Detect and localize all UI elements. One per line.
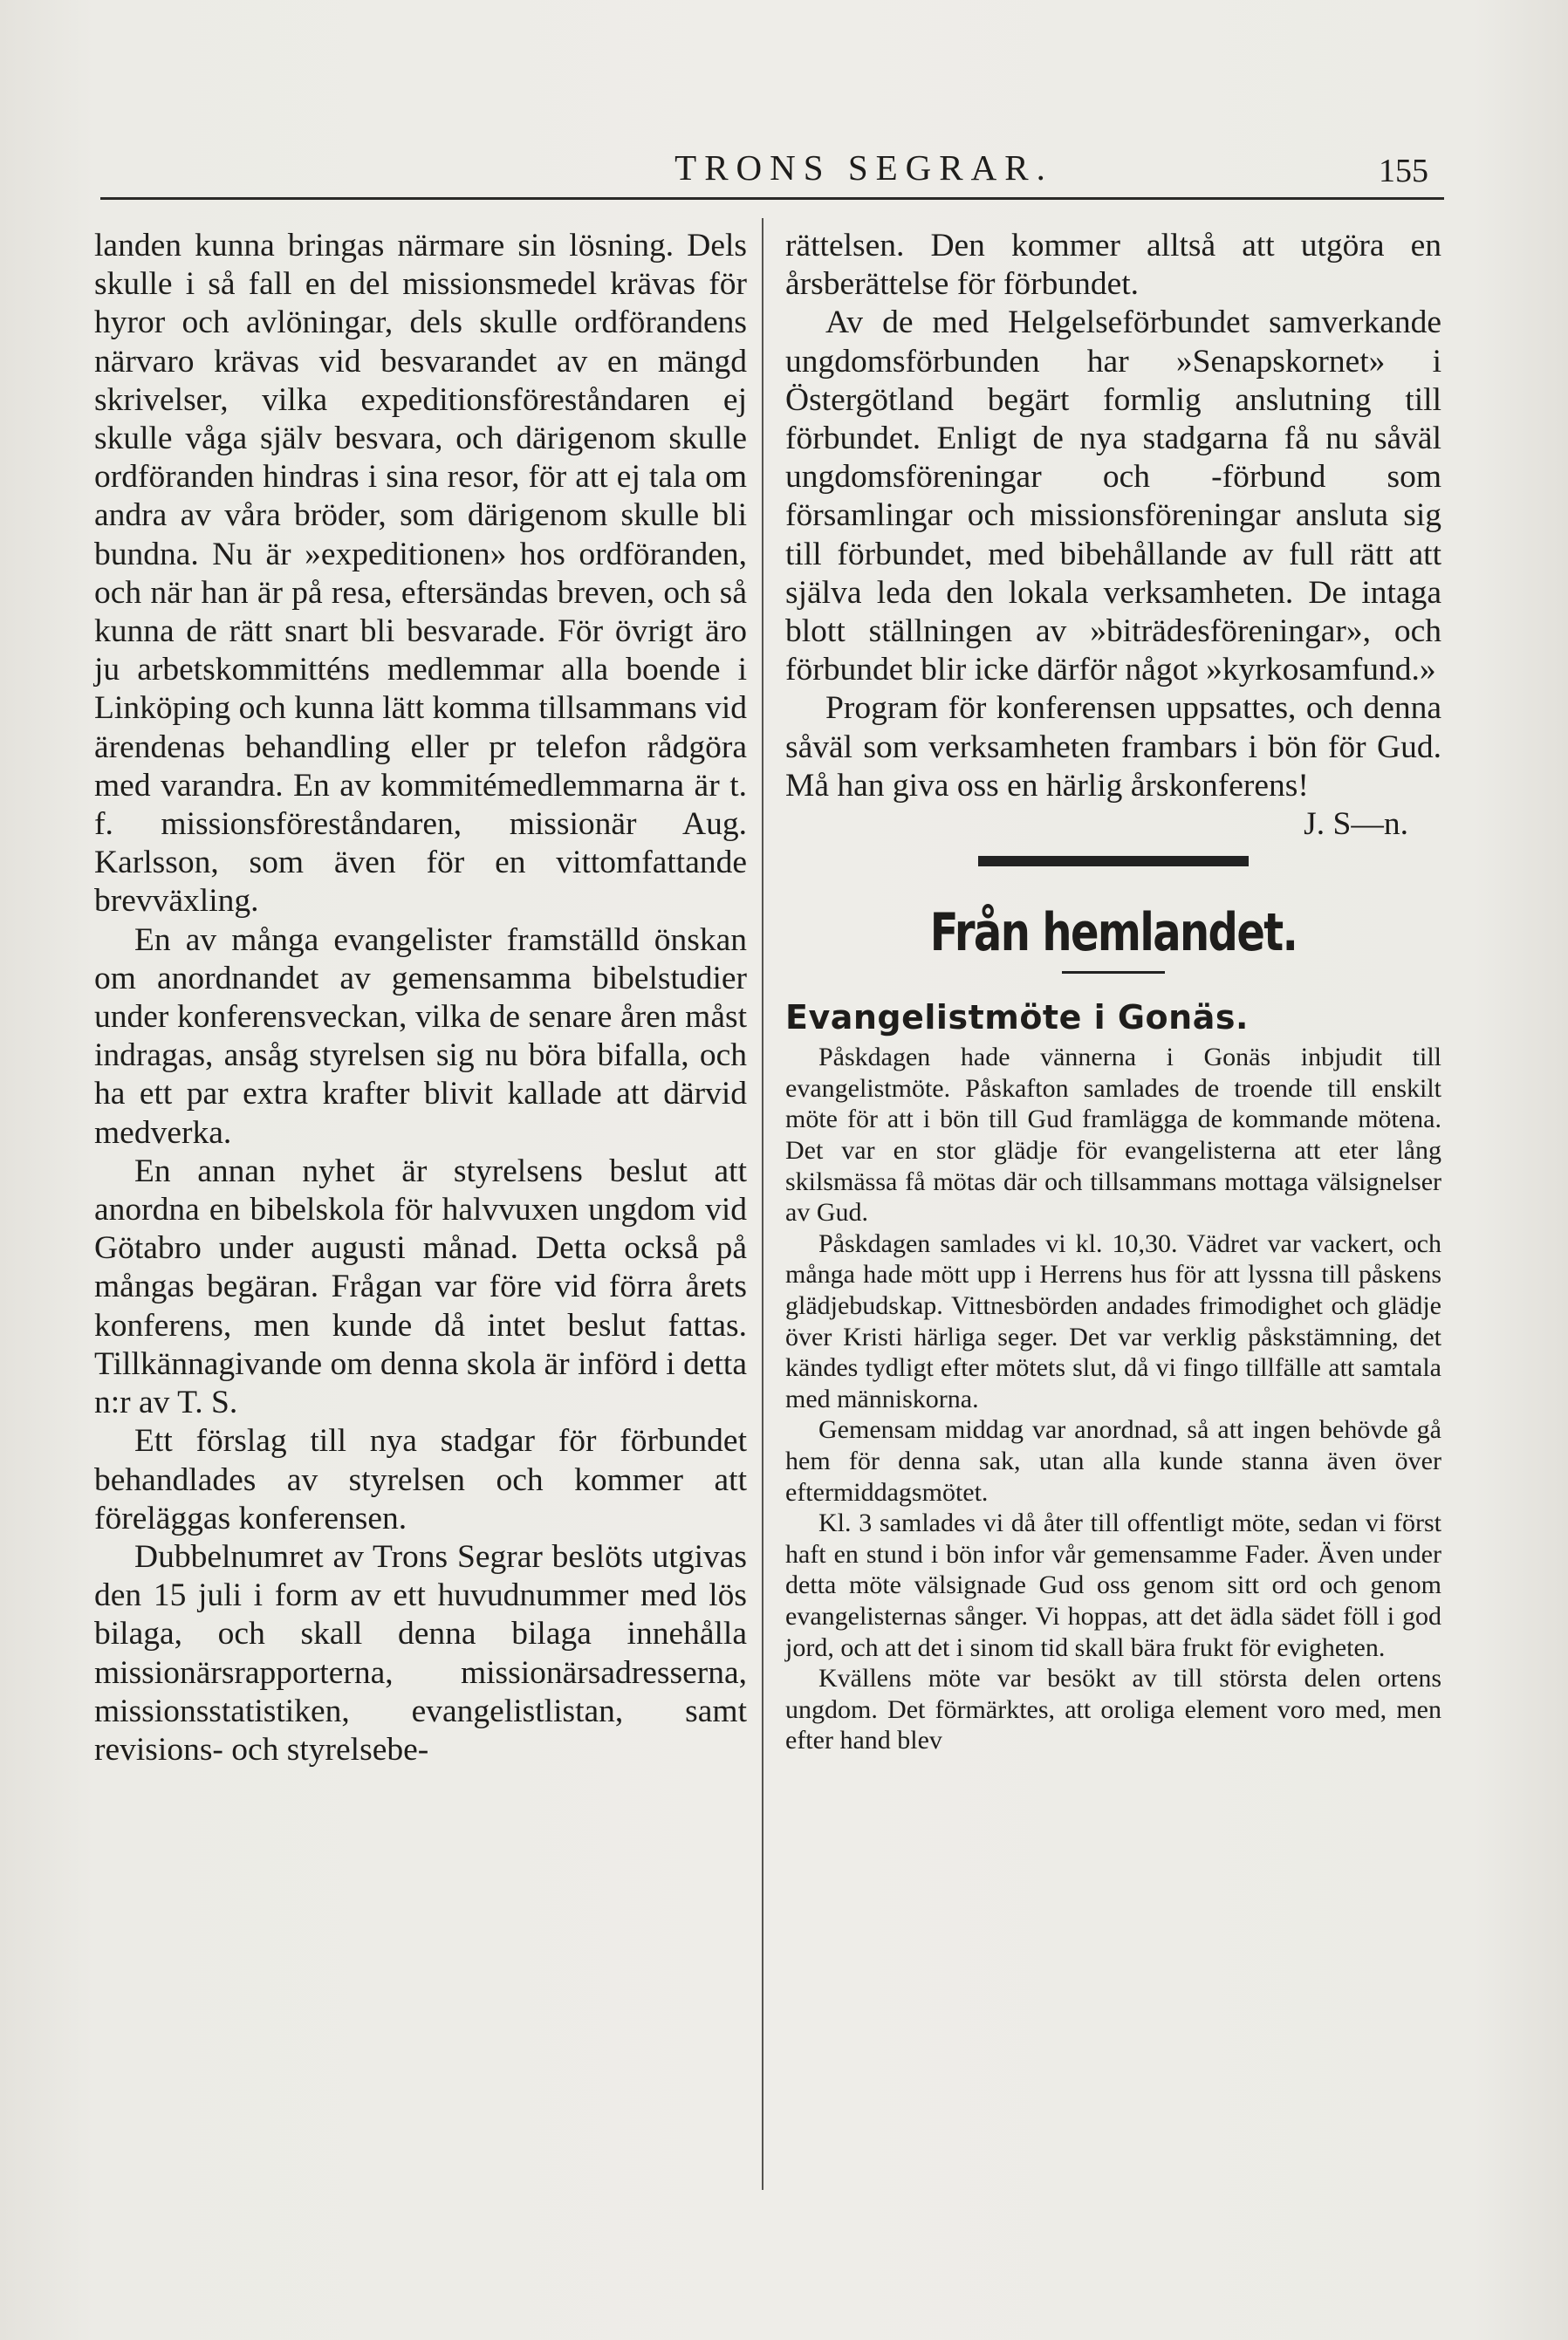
column-divider (762, 218, 763, 2190)
paragraph: Program för konferensen uppsattes, och denna såväl som verksamheten frambars i bön för Gud. Må han giva oss en härlig årskonferens! (785, 690, 1441, 804)
paragraph: Kl. 3 samlades vi då åter till offentligt möte, sedan vi först haft en stund i bön infor vår gemensamme Fader. Även under detta möte välsignade Gud oss genom sitt ord och genom evangelisternas sånger. Vi hoppas, att det ädla sädet föll i god jord, och att det i sinom tid skall bära frukt för evigheten. (785, 1509, 1441, 1662)
paragraph: Ett förslag till nya stadgar för förbundet behandlades av styrelsen och kommer att föreläggas konferensen. (94, 1423, 747, 1536)
right-column (785, 227, 1441, 1756)
paragraph: En av många evangelister framställd önskan om anordnandet av gemensamma bibelstudier under konferensveckan, vilka de senare åren måst indragas, ansåg styrelsen sig nu böra bifalla, och ha ett par extra krafter blivit kallade att därvid medverka. (94, 921, 747, 1151)
section-title: Från hemlandet. (929, 902, 1298, 964)
paragraph: Dubbelnumret av Trons Segrar beslöts utgivas den 15 juli i form av ett huvudnummer med lös bilaga, och skall denna bilaga innehålla missionärsrapporterna, missionärsadresserna, missionsstatistiken, evangelistlistan, samt revisions- och styrelsebe- (94, 1538, 747, 1768)
article-title: Evangelistmöte i Gonäs. (785, 998, 1249, 1037)
paragraph: Av de med Helgelseförbundet samverkande ungdomsförbunden har »Senapskornet» i Östergötland begärt formlig anslutning till förbundet. Enligt de nya stadgarna få nu såväl ungdomsföreningar och -förbund som församlingar och missionsföreningar ansluta sig till förbundet, med bibehållande av full rätt att själva leda den lokala verksamheten. De intaga blott ställningen av »biträdesföreningar», och förbundet blir icke därför något »kyrkosamfund.» (785, 304, 1441, 688)
paragraph: Gemensam middag var anordnad, så att ingen behövde gå hem för denna sak, utan alla kunde stanna även över eftermiddagsmötet. (785, 1415, 1441, 1507)
page-number: 155 (1379, 153, 1428, 189)
paragraph: En annan nyhet är styrelsens beslut att anordna en bibelskola för halvvuxen ungdom vid Götabro under augusti månad. Detta också på mångas begäran. Frågan var före vid förra årets konferens, men kunde då intet beslut fattas. Tillkännagivande om denna skola är införd i detta n:r av T. S. (94, 1153, 747, 1421)
section-title-underline (1062, 971, 1165, 974)
signature: J. S—n. (1304, 806, 1408, 843)
article-body (785, 1042, 1441, 1756)
paragraph: rättelsen. Den kommer alltså att utgöra en årsberättelse för förbundet. (785, 228, 1441, 303)
running-title: TRONS SEGRAR. (674, 147, 1053, 188)
paragraph: landen kunna bringas närmare sin lösning. Dels skulle i så fall en del missionsmedel krävas för hyror och avlöningar, dels skulle ordförandens närvaro krävas vid besvarandet av en mängd skrivelser, vilka expeditionsföreståndaren ej skulle våga själv besvara, och därigenom skulle ordföranden hindras i sina resor, för att ej tala om andra av våra bröder, som därigenom skulle bli bundna. Nu är »expeditionen» hos ordföranden, och när han är på resa, eftersändas breven, och så kunna de rätt snart bli besvarade. För övrigt äro ju arbetskommitténs medlemmar alla boende i Linköping och kunna lätt komma tillsammans vid ärendenas behandling eller pr telefon rådgöra med varandra. En av kommitémedlemmarna är t. f. missionsföreståndaren, missionär Aug. Karlsson, som även för en vittomfattande brevväxling. (94, 228, 747, 920)
section-divider-bar (978, 856, 1249, 866)
paragraph: Påskdagen samlades vi kl. 10,30. Vädret var vackert, och många hade mött upp i Herrens hus för att lyssna till påskens glädjebudskap. Vittnesbörden andades frimodighet och glädje över Kristi härliga seger. Det var verklig påskstämning, det kändes tydligt efter mötets slut, då vi fingo tillfälle att samtala med människorna. (785, 1228, 1441, 1413)
left-column (94, 227, 747, 1769)
page-header (100, 147, 1444, 200)
paragraph: Kvällens möte var besökt av till största delen ortens ungdom. Det förmärktes, att oroliga element voro med, men efter hand blev (785, 1664, 1441, 1755)
paragraph: Påskdagen hade vännerna i Gonäs inbjudit till evangelistmöte. Påskafton samlades de troende till enskilt möte för att i bön till Gud framlägga de kommande mötena. Det var en stor glädje för evangelisterna att eter lång skilsmässa få mötas där och tillsammans mottaga välsignelser av Gud. (785, 1043, 1441, 1228)
